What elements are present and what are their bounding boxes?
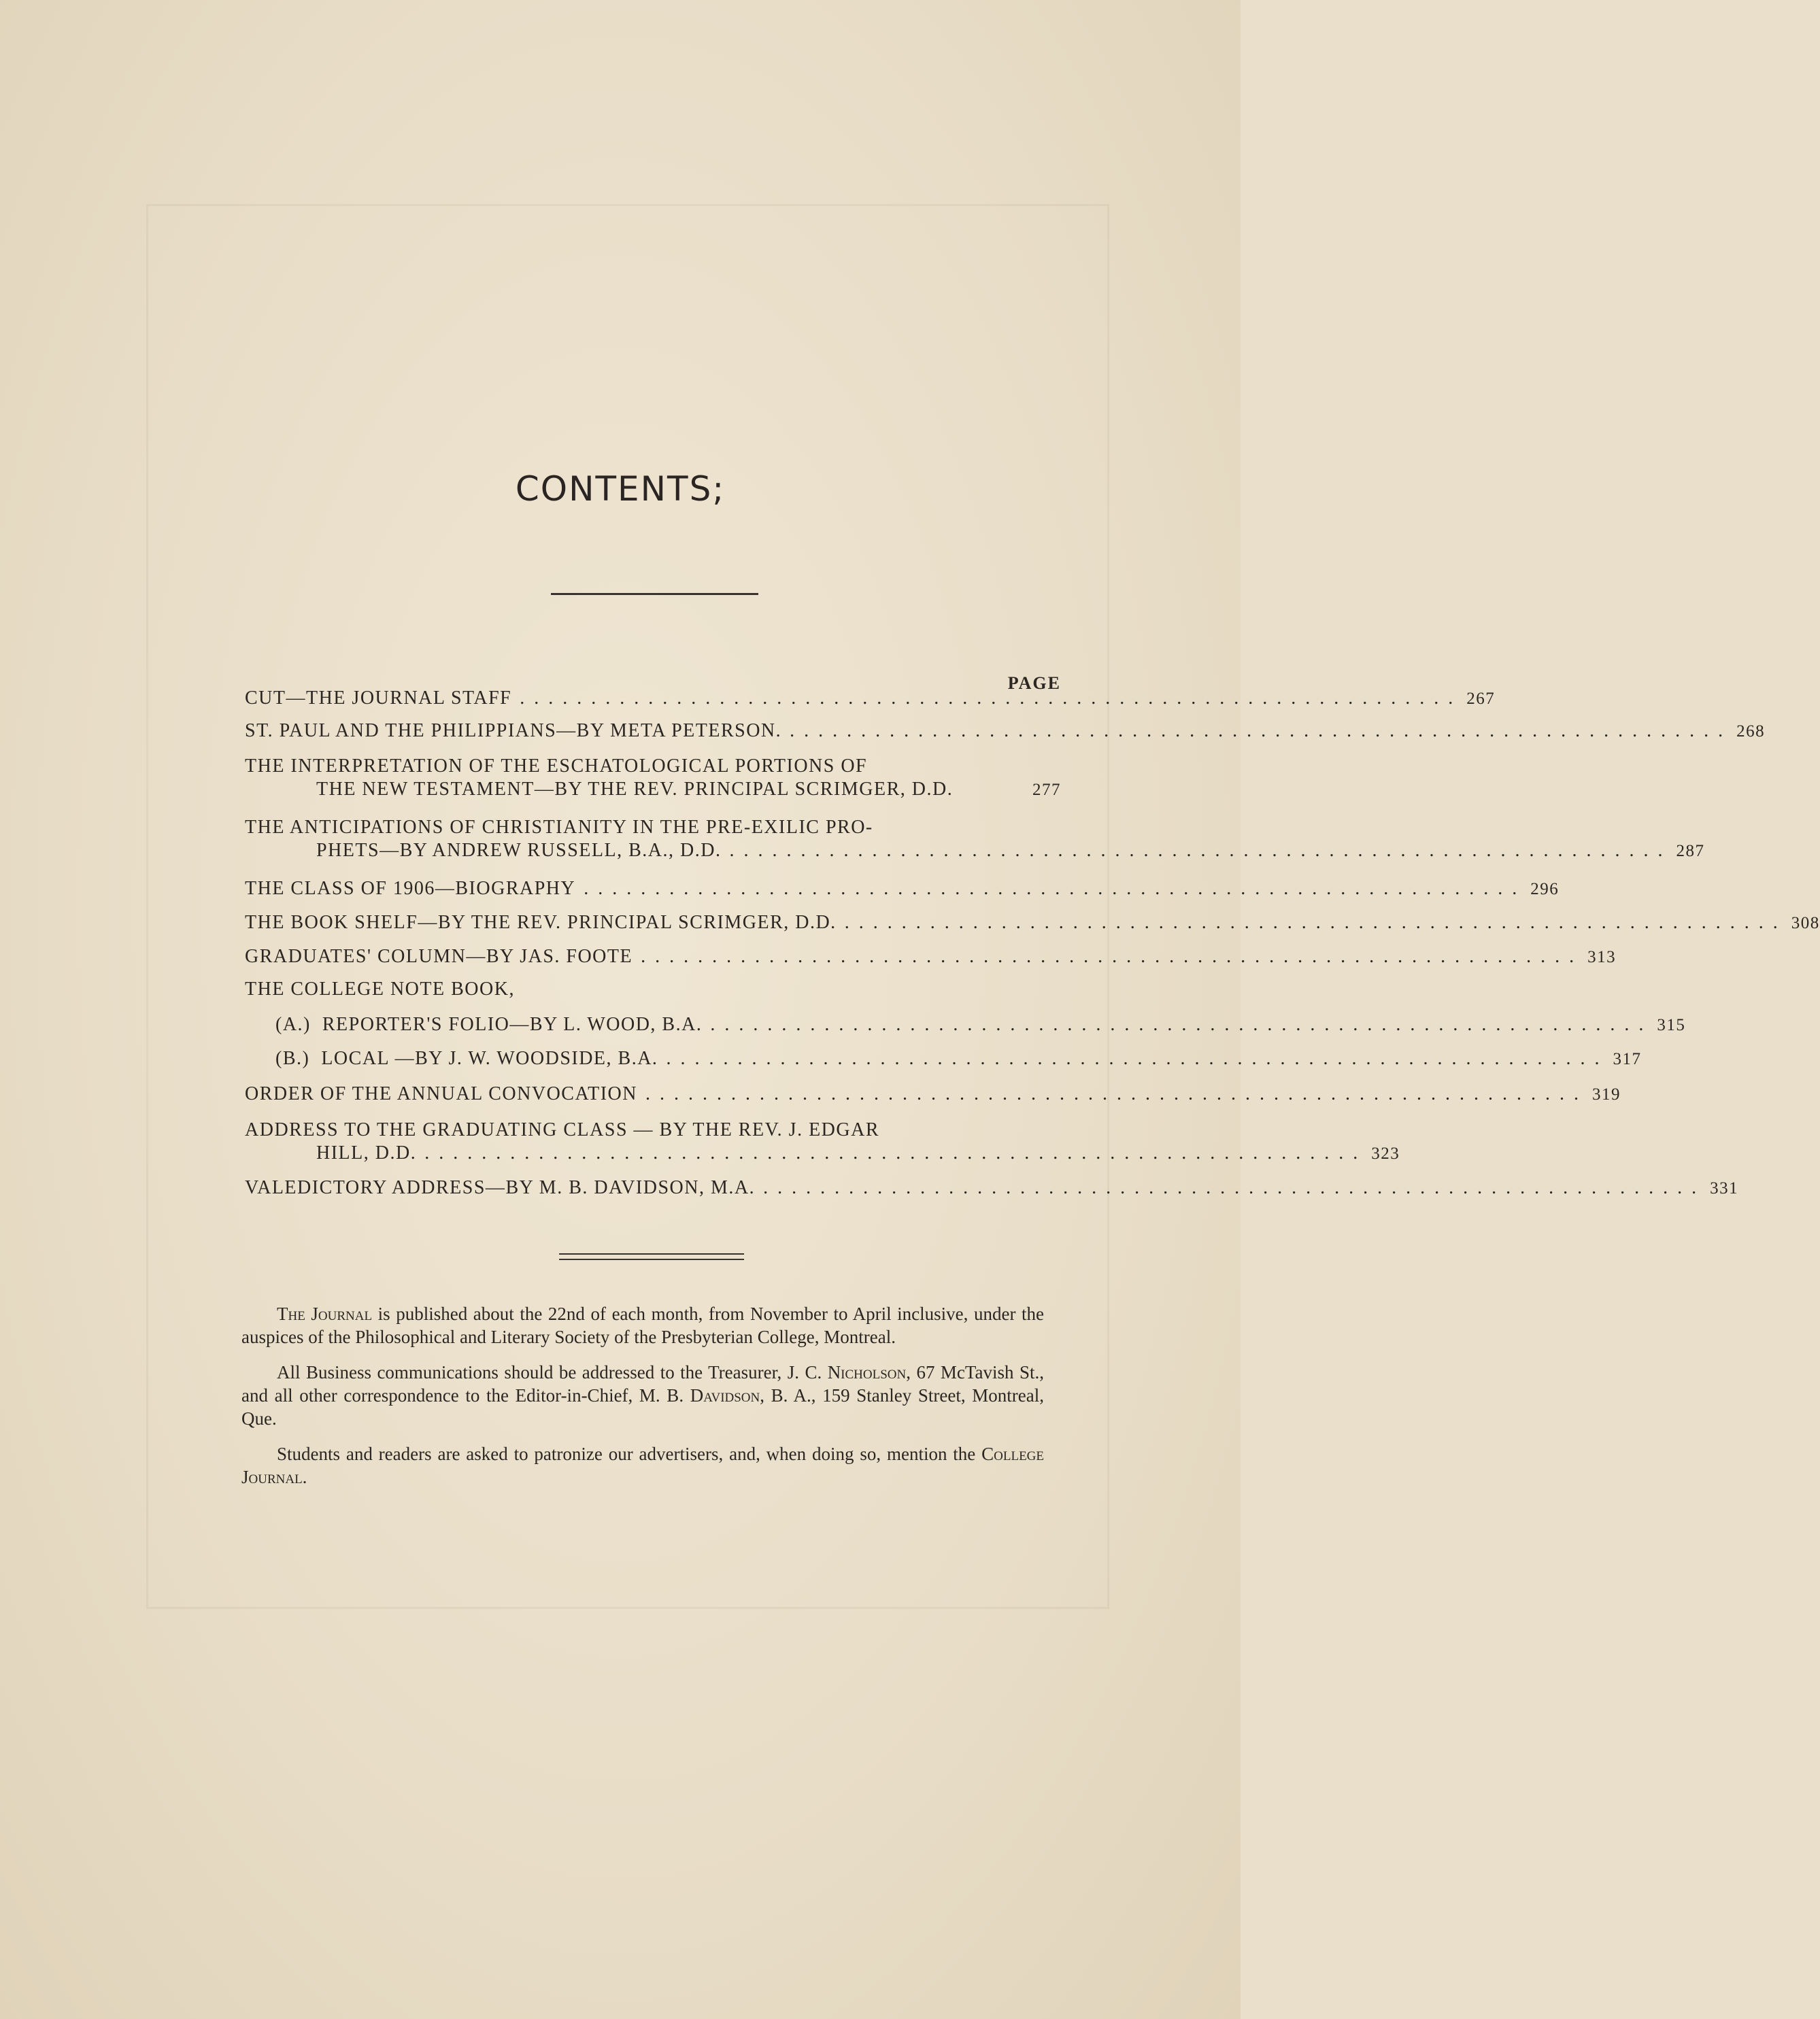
toc-entry-page: 296 (1530, 880, 1560, 898)
toc-entry-page: 287 (1676, 842, 1705, 860)
toc-entry-subtitle: THE NEW TESTAMENT—BY THE REV. PRINCIPAL SCRIMGER, D.D. (316, 779, 954, 800)
leader-dots: .................................................................. (645, 1083, 1588, 1104)
toc-entry-page: 267 (1466, 690, 1496, 708)
page-column-header: PAGE (1007, 673, 1061, 693)
toc-entry-title: CUT—THE JOURNAL STAFF (245, 688, 512, 709)
toc-entry (245, 816, 1705, 863)
toc-subentry-title: (A.) REPORTER'S FOLIO—BY L. WOOD, B.A. (275, 1014, 703, 1035)
toc-entry-title: THE CLASS OF 1906—BIOGRAPHY (245, 878, 576, 899)
toc-entry (245, 1119, 1400, 1166)
note-paragraph: Students and readers are asked to patronize our advertisers, and, when doing so, mention the College Journal. (241, 1444, 1044, 1487)
toc-entry-title: THE ANTICIPATIONS OF CHRISTIANITY IN THE PRE-EXILIC PRO- (245, 817, 873, 838)
toc-entry-title: ADDRESS TO THE GRADUATING CLASS — BY THE REV. J. EDGAR (245, 1119, 880, 1140)
toc-entry-page: 331 (1710, 1179, 1739, 1198)
toc-entry-page: 277 (1032, 781, 1061, 799)
leader-dots: .................................................................. (641, 946, 1584, 967)
note-paragraph: All Business communications should be addressed to the Treasurer, J. C. Nicholson, 67 McTavish St., and all other correspondence to the Editor-in-Chief, M. B. Davidson, B. A., 159 Stanley Street, Montreal, Que. (241, 1362, 1044, 1429)
toc-entry-page: 323 (1371, 1144, 1400, 1163)
toc-entry-page: 313 (1587, 948, 1617, 966)
leader-dots: .................................................................. (584, 878, 1527, 899)
page-title: CONTENTS; (515, 469, 726, 509)
publication-notes (241, 1302, 1044, 1501)
toc-entry (245, 1083, 1621, 1106)
toc-entry (245, 687, 1496, 711)
leader-dots: .................................................................. (729, 840, 1672, 861)
leader-dots: .................................................................. (763, 1177, 1706, 1198)
toc-entry-page: 319 (1591, 1085, 1621, 1104)
leader-dots: .................................................................. (844, 912, 1787, 933)
divider-double-rule (559, 1253, 744, 1260)
toc-subentry (245, 1047, 1642, 1071)
leader-dots: .................................................................. (710, 1014, 1653, 1035)
leader-dots: .................................................................. (424, 1142, 1368, 1164)
toc-entry-title: VALEDICTORY ADDRESS—BY M. B. DAVIDSON, M.A. (245, 1177, 756, 1198)
toc-entry-title: THE INTERPRETATION OF THE ESCHATOLOGICAL PORTIONS OF (245, 756, 868, 777)
toc-entry-title: GRADUATES' COLUMN—BY JAS. FOOTE (245, 946, 633, 967)
toc-entry (245, 978, 1061, 1001)
toc-entry (245, 877, 1560, 901)
toc-entry-page: 315 (1657, 1016, 1686, 1034)
toc-entry (245, 911, 1820, 935)
toc-subentry (245, 1013, 1686, 1037)
toc-entry-page: 317 (1613, 1050, 1642, 1068)
toc-entry-subtitle: PHETS—BY ANDREW RUSSELL, B.A., D.D. (316, 840, 722, 861)
toc-entry-page: 268 (1736, 722, 1766, 741)
toc-entry-title: ST. PAUL AND THE PHILIPPIANS—BY META PETERSON. (245, 720, 782, 741)
toc-entry (245, 1176, 1739, 1200)
toc-subentry-title: (B.) LOCAL —BY J. W. WOODSIDE, B.A. (275, 1048, 658, 1069)
leader-dots: .................................................................. (666, 1048, 1609, 1069)
toc-entry (245, 945, 1617, 969)
note-paragraph: The Journal is published about the 22nd of each month, from November to April inclusive, under the auspices of the Philosophical and Literary Society of the Presbyterian College, Montreal. (241, 1304, 1044, 1347)
toc-entry-subtitle: HILL, D.D. (316, 1142, 417, 1164)
toc-entry-title: ORDER OF THE ANNUAL CONVOCATION (245, 1083, 637, 1104)
toc-entry (245, 719, 1766, 743)
leader-dots: .................................................................. (790, 720, 1733, 741)
title-rule (551, 593, 758, 595)
toc-entry (245, 755, 1061, 802)
toc-entry-title: THE BOOK SHELF—BY THE REV. PRINCIPAL SCRIMGER, D.D. (245, 912, 837, 933)
toc-entry-title: THE COLLEGE NOTE BOOK, (245, 979, 515, 1000)
toc-entry-page: 308 (1791, 914, 1820, 932)
leader-dots: .................................................................. (520, 688, 1463, 709)
